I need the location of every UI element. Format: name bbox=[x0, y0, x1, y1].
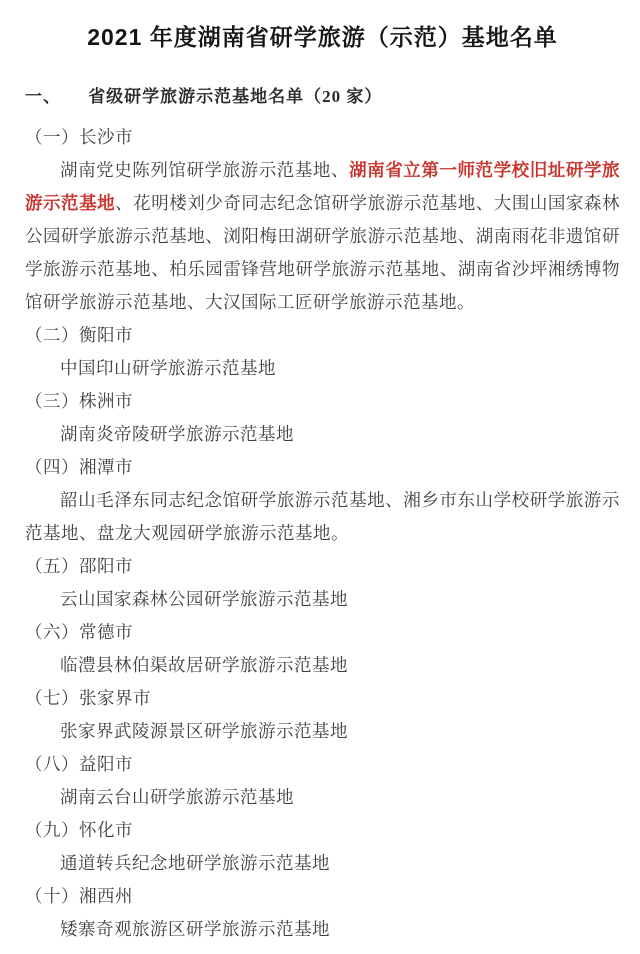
section-title: 省级研学旅游示范基地名单（20 家） bbox=[88, 87, 383, 106]
page-title: 2021 年度湖南省研学旅游（示范）基地名单 bbox=[87, 24, 558, 50]
base-paragraph-xiangtan: 韶山毛泽东同志纪念馆研学旅游示范基地、湘乡市东山学校研学旅游示范基地、盘龙大观园研学旅游示范基地。 bbox=[25, 490, 620, 543]
city-heading-xiangxi: （十）湘西州 bbox=[25, 886, 133, 906]
section-heading bbox=[25, 85, 620, 109]
base-paragraph-changsha bbox=[25, 154, 620, 319]
city-heading-xiangtan: （四）湘潭市 bbox=[25, 457, 133, 477]
base-paragraph-zhuzhou: 湖南炎帝陵研学旅游示范基地 bbox=[60, 424, 294, 444]
highlighted-base-name: 湖南省立第一师范学校旧址研学旅游示范基地 bbox=[25, 160, 621, 213]
base-paragraph-changde: 临澧县林伯渠故居研学旅游示范基地 bbox=[60, 655, 348, 675]
city-heading-shaoyang: （五）邵阳市 bbox=[25, 556, 133, 576]
city-heading-zhuzhou: （三）株洲市 bbox=[25, 391, 133, 411]
city-heading-changde: （六）常德市 bbox=[25, 622, 133, 642]
base-paragraph-zhangjiajie: 张家界武陵源景区研学旅游示范基地 bbox=[60, 721, 348, 741]
base-paragraph-yiyang: 湖南云台山研学旅游示范基地 bbox=[60, 787, 294, 807]
base-paragraph-xiangxi: 矮寨奇观旅游区研学旅游示范基地 bbox=[60, 919, 330, 939]
city-heading-zhangjiajie: （七）张家界市 bbox=[25, 688, 151, 708]
city-heading-yiyang: （八）益阳市 bbox=[25, 754, 133, 774]
base-list-content bbox=[25, 121, 620, 946]
base-text-post: 、花明楼刘少奇同志纪念馆研学旅游示范基地、大围山国家森林公园研学旅游示范基地、浏阳梅田湖研学旅游示范基地、湖南雨花非遗馆研学旅游示范基地、柏乐园雷锋营地研学旅游示范基地、湖南省沙坪湘绣博物馆研学旅游示范基地、大汉国际工匠研学旅游示范基地。 bbox=[25, 193, 620, 312]
section-number: 一、 bbox=[25, 87, 61, 106]
base-paragraph-shaoyang: 云山国家森林公园研学旅游示范基地 bbox=[60, 589, 348, 609]
city-heading-hengyang: （二）衡阳市 bbox=[25, 325, 133, 345]
city-heading-changsha: （一）长沙市 bbox=[25, 127, 133, 147]
city-heading-huaihua: （九）怀化市 bbox=[25, 820, 133, 840]
base-paragraph-huaihua: 通道转兵纪念地研学旅游示范基地 bbox=[60, 853, 330, 873]
base-paragraph-hengyang: 中国印山研学旅游示范基地 bbox=[60, 358, 276, 378]
base-text-pre: 湖南党史陈列馆研学旅游示范基地、 bbox=[60, 160, 350, 180]
